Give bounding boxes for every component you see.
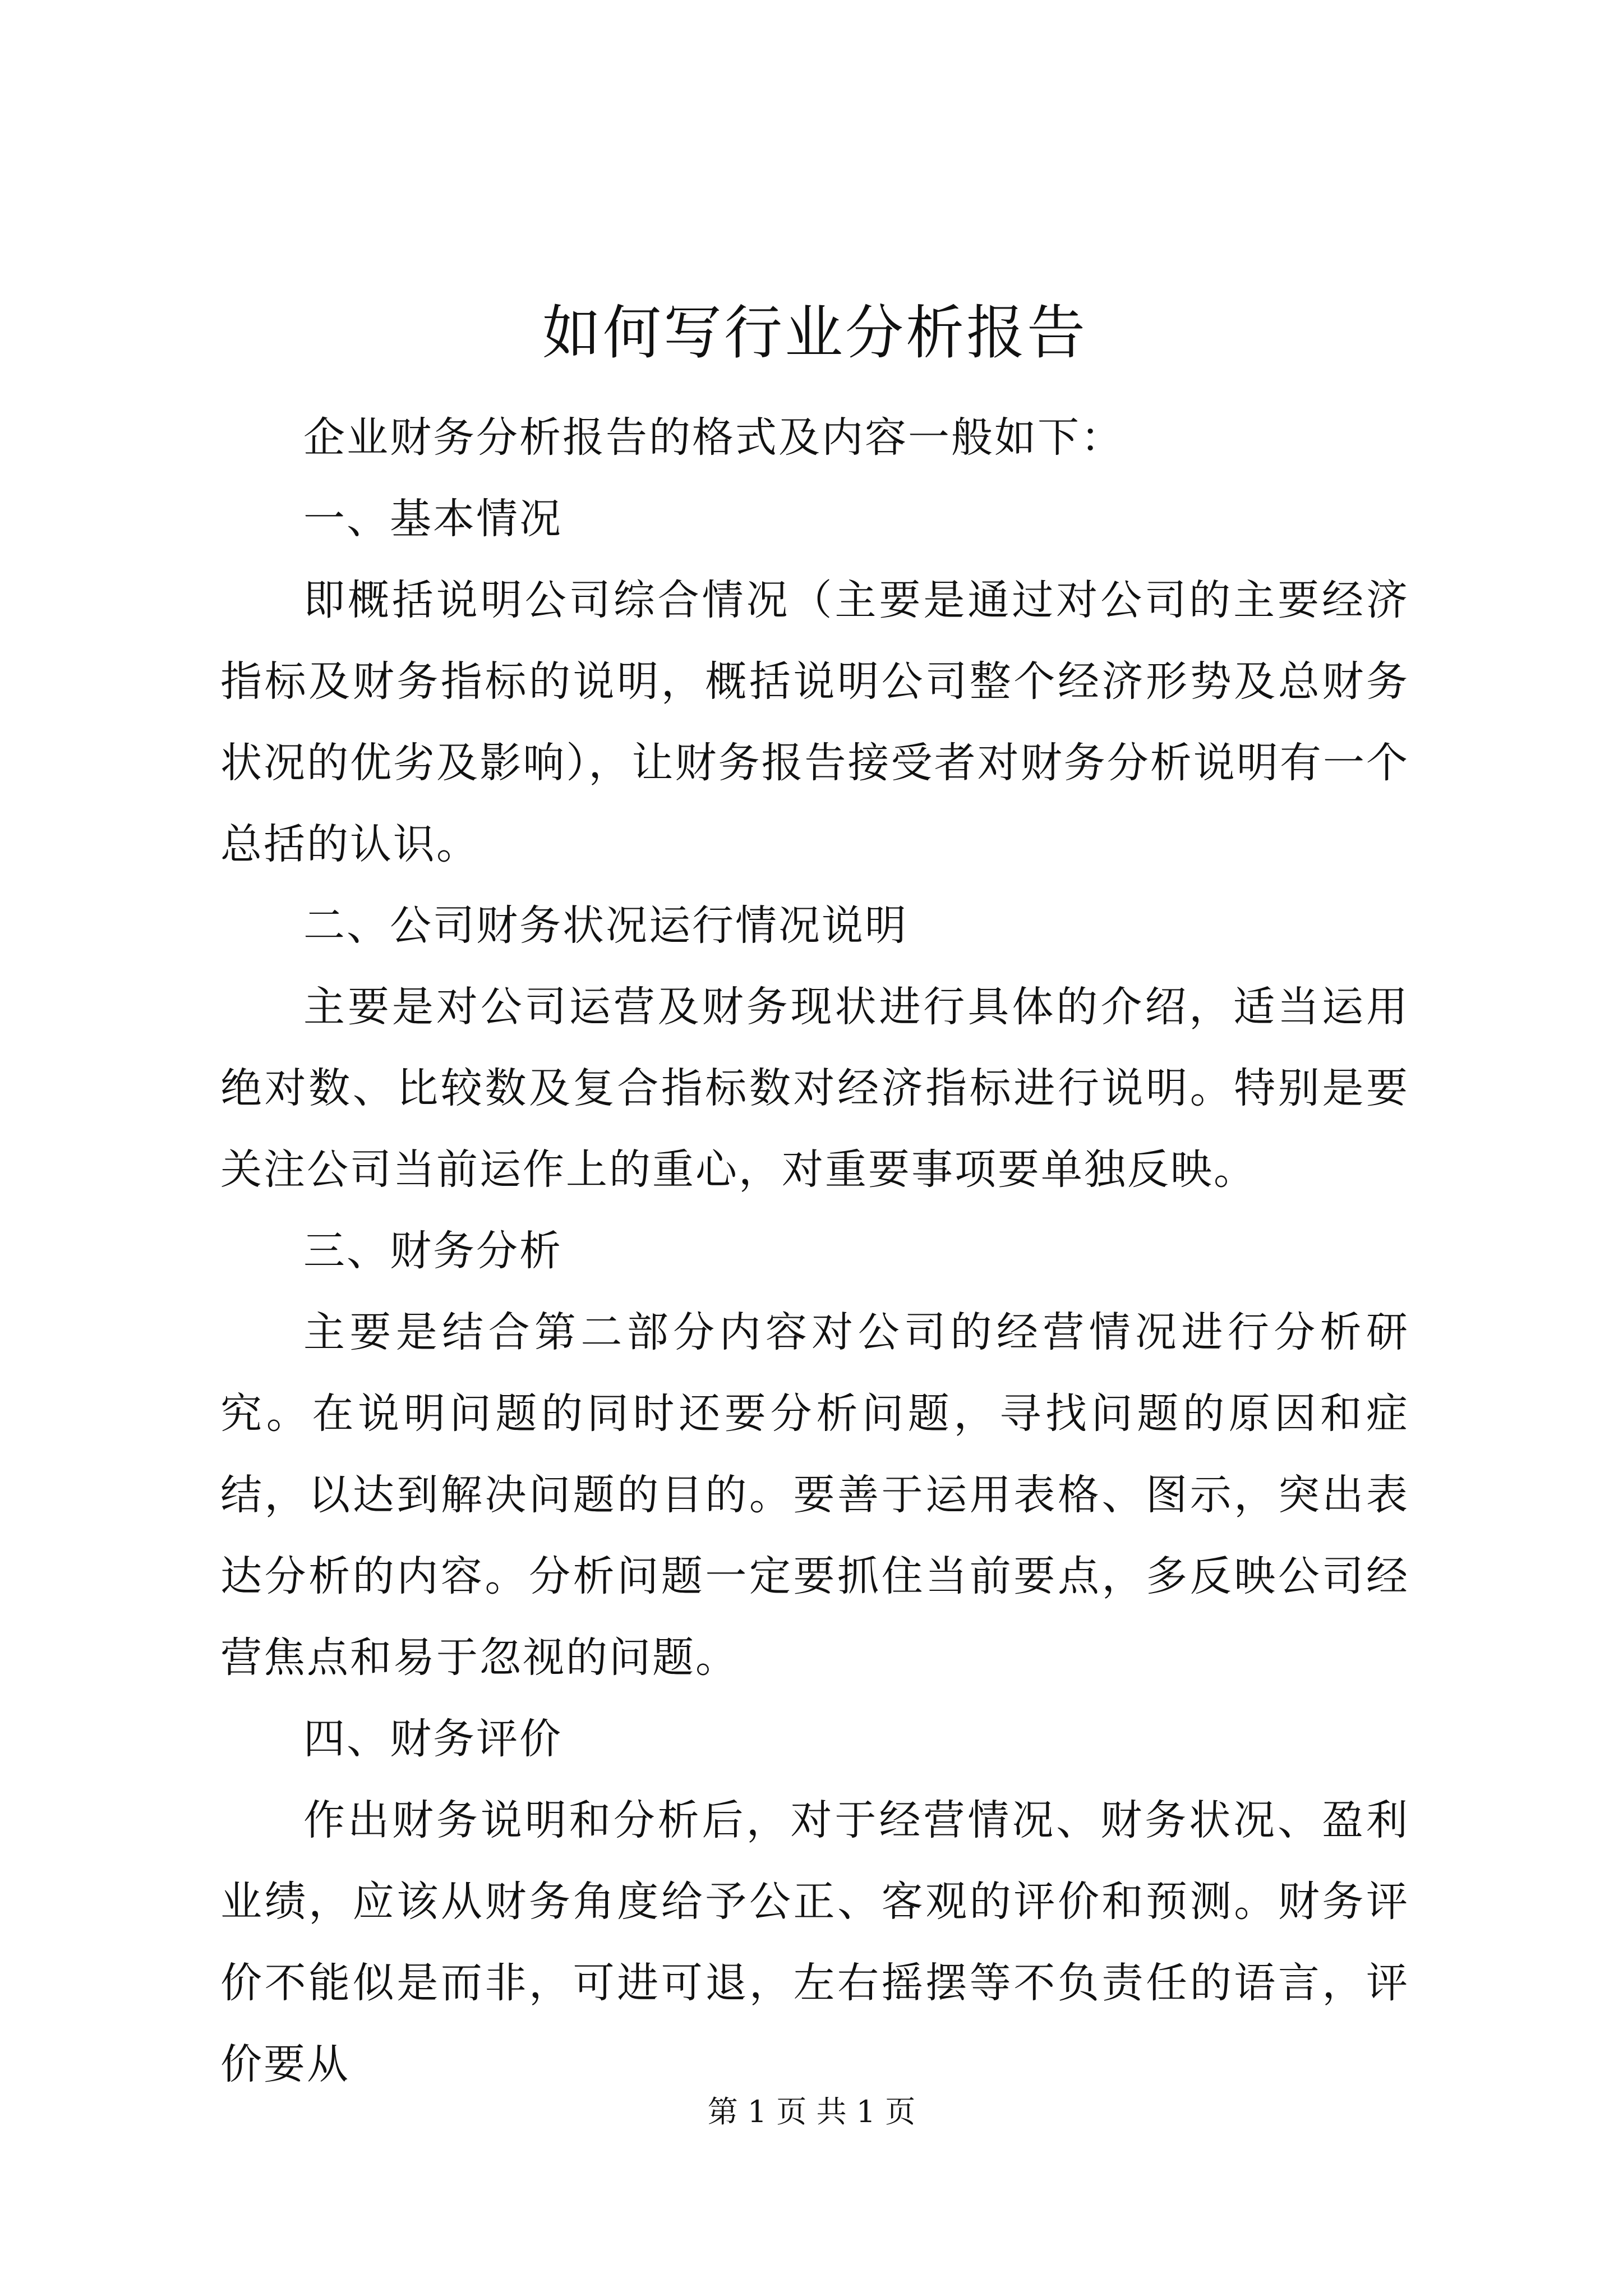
section-heading-1: 一、基本情况 bbox=[303, 495, 562, 543]
paragraph-section-1: 即概括说明公司综合情况（主要是通过对公司的主要经济指标及财务指标的说明，概括说明公司整个经济形势及总财务状况的优劣及影响），让财务报告接受者对财务分析说明有一个总括的认识。 bbox=[220, 576, 1409, 868]
section-heading-3: 三、财务分析 bbox=[303, 1227, 562, 1275]
paragraph-section-4: 作出财务说明和分析后，对于经营情况、财务状况、盈利业绩，应该从财务角度给予公正、客观的评价和预测。财务评价不能似是而非，可进可退，左右摇摆等不负责任的语言，评价要从 bbox=[220, 1796, 1409, 2088]
paragraph-section-3: 主要是结合第二部分内容对公司的经营情况进行分析研究。在说明问题的同时还要分析问题，寻找问题的原因和症结，以达到解决问题的目的。要善于运用表格、图示，突出表达分析的内容。分析问题一定要抓住当前要点，多反映公司经营焦点和易于忽视的问题。 bbox=[220, 1308, 1409, 1682]
section-heading-2: 二、公司财务状况运行情况说明 bbox=[303, 901, 908, 950]
document-title: 如何写行业分析报告 bbox=[542, 298, 1087, 367]
page-number-footer: 第 1 页 共 1 页 bbox=[707, 2094, 916, 2129]
section-heading-4: 四、财务评价 bbox=[303, 1715, 562, 1763]
document-body bbox=[220, 268, 1409, 2105]
paragraph-section-2: 主要是对公司运营及财务现状进行具体的介绍，适当运用绝对数、比较数及复合指标数对经济指标进行说明。特别是要关注公司当前运作上的重心，对重要事项要单独反映。 bbox=[220, 983, 1409, 1194]
paragraph-intro: 企业财务分析报告的格式及内容一般如下： bbox=[303, 413, 1124, 462]
